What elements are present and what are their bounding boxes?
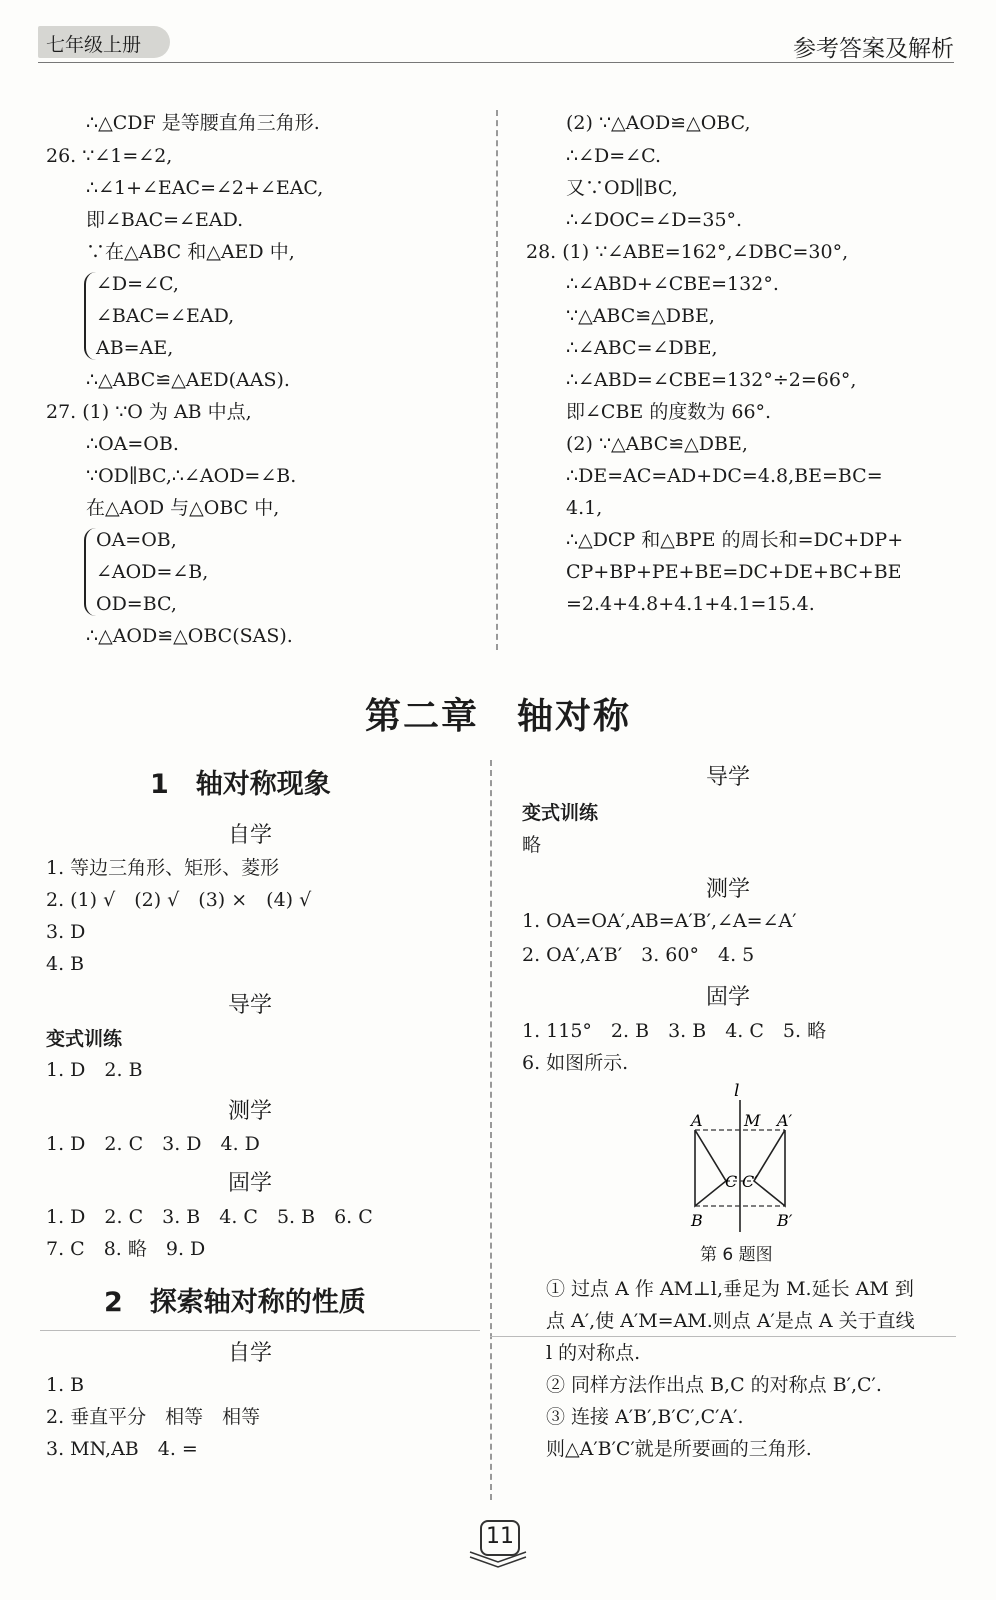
page-number [466,1520,530,1566]
header-title: 参考答案及解析 [793,36,954,62]
text-line: 3. MN,AB 4. = [46,1438,198,1460]
grade-badge [38,26,170,58]
text-line: =2.4+4.8+4.1+4.1=15.4. [566,593,815,615]
text-line: 2. (1) √ (2) √ (3) × (4) √ [46,889,312,911]
text-line: ∴DE=AC=AD+DC=4.8,BE=BC= [566,465,883,487]
column-divider [490,760,492,1500]
text-line: OA=OB, [96,529,177,551]
header-rule [38,62,954,63]
page-number-label: 11 [480,1520,520,1556]
subheading: 固学 [706,985,751,1010]
text-line: ∴∠D=∠C. [566,145,661,167]
text-line: 1. OA=OA′,AB=A′B′,∠A=∠A′ [522,910,797,932]
text-line: 在△AOD 与△OBC 中, [86,497,280,519]
faint-rule [490,1336,956,1337]
text-line: CP+BP+PE+BE=DC+DE+BC+BE [566,561,902,583]
text-line: 6. 如图所示. [522,1052,629,1074]
fig-label-a: A [691,1111,703,1130]
text-line: (2) ∵△AOD≌△OBC, [566,112,751,134]
text-line: 即∠CBE 的度数为 66°. [566,401,772,423]
text-line: 则△A′B′C′就是所要画的三角形. [546,1438,812,1460]
text-line: 点 A′,使 A′M=AM.则点 A′是点 A 关于直线 [546,1310,915,1332]
triangle-abc [695,1130,726,1206]
subheading: 测学 [706,877,751,902]
text-line: 26. ∵∠1=∠2, [46,145,173,167]
fig-label-b: B [691,1211,703,1230]
text-line: ③ 连接 A′B′,B′C′,C′A′. [546,1406,744,1428]
text-line: (2) ∵△ABC≌△DBE, [566,433,748,455]
text-line: 28. (1) ∵∠ABE=162°,∠DBC=30°, [526,241,849,263]
text-line: 即∠BAC=∠EAD. [86,209,244,231]
text-line: 7. C 8. 略 9. D [46,1238,206,1260]
text-line: ∴∠ABC=∠DBE, [566,337,718,359]
text-line: l 的对称点. [546,1342,641,1364]
fig-label-l: l [734,1082,740,1101]
symmetry-figure [680,1082,800,1240]
text-line: 27. (1) ∵O 为 AB 中点, [46,401,252,423]
text-line: 略 [522,834,542,856]
text-line: 1. B [46,1374,85,1396]
fig-label-b-prime: B′ [777,1211,793,1230]
chevron-decoration-icon [466,1550,530,1568]
text-line: 又∵OD∥BC, [566,177,678,199]
subheading: 导学 [706,765,751,790]
fig-label-m: M [744,1111,761,1130]
text-line: 1. D 2. C 3. D 4. D [46,1133,260,1155]
column-divider [496,110,498,650]
section-title: 2 探索轴对称的性质 [104,1287,366,1318]
subheading: 固学 [228,1171,273,1196]
subheading-bold: 变式训练 [46,1028,123,1050]
text-line: ∠BAC=∠EAD, [96,305,235,327]
fig-label-c-prime: C′ [742,1172,758,1191]
text-line: ∴∠ABD+∠CBE=132°. [566,273,779,295]
text-line: 2. OA′,A′B′ 3. 60° 4. 5 [522,944,755,966]
text-line: ② 同样方法作出点 B,C 的对称点 B′,C′. [546,1374,882,1396]
subheading: 导学 [228,993,273,1018]
text-line: ∴△ABC≌△AED(AAS). [86,369,290,391]
text-line: ∴△CDF 是等腰直角三角形. [86,112,320,134]
section-title: 1 轴对称现象 [150,769,331,800]
subheading-bold: 变式训练 [522,802,599,824]
text-line: 2. 垂直平分 相等 相等 [46,1406,261,1428]
text-line: AB=AE, [96,337,174,359]
text-line: OD=BC, [96,593,177,615]
fig-label-c: C [725,1172,738,1191]
text-line: ∵在△ABC 和△AED 中, [86,241,295,263]
subheading: 测学 [228,1099,273,1124]
text-line: ∴∠ABD=∠CBE=132°÷2=66°, [566,369,857,391]
text-line: ∴△AOD≌△OBC(SAS). [86,625,293,647]
text-line: ∠D=∠C, [96,273,179,295]
text-line: ∴OA=OB. [86,433,179,455]
text-line: ① 过点 A 作 AM⊥l,垂足为 M.延长 AM 到 [546,1278,914,1300]
text-line: ∴△DCP 和△BPE 的周长和=DC+DP+ [566,529,904,551]
text-line: ∵OD∥BC,∴∠AOD=∠B. [86,465,297,487]
section-rule [40,1330,480,1331]
subheading: 自学 [228,823,273,848]
chapter-title: 第二章 轴对称 [364,696,631,737]
subheading: 自学 [228,1341,273,1366]
brace [84,272,96,360]
text-line: ∠AOD=∠B, [96,561,209,583]
brace [84,528,96,616]
text-line: 3. D [46,921,86,943]
text-line: ∴∠DOC=∠D=35°. [566,209,743,231]
text-line: ∴∠1+∠EAC=∠2+∠EAC, [86,177,324,199]
text-line: 4. B [46,953,85,975]
text-line: ∵△ABC≌△DBE, [566,305,715,327]
text-line: 1. D 2. B [46,1059,143,1081]
figure-caption: 第 6 题图 [700,1245,773,1265]
triangle-abc-image [754,1130,785,1206]
text-line: 1. D 2. C 3. B 4. C 5. B 6. C [46,1206,373,1228]
grade-label: 七年级上册 [46,34,142,56]
fig-label-a-prime: A′ [777,1111,793,1130]
text-line: 1. 115° 2. B 3. B 4. C 5. 略 [522,1020,827,1042]
text-line: 1. 等边三角形、矩形、菱形 [46,857,280,879]
text-line: 4.1, [566,497,603,519]
